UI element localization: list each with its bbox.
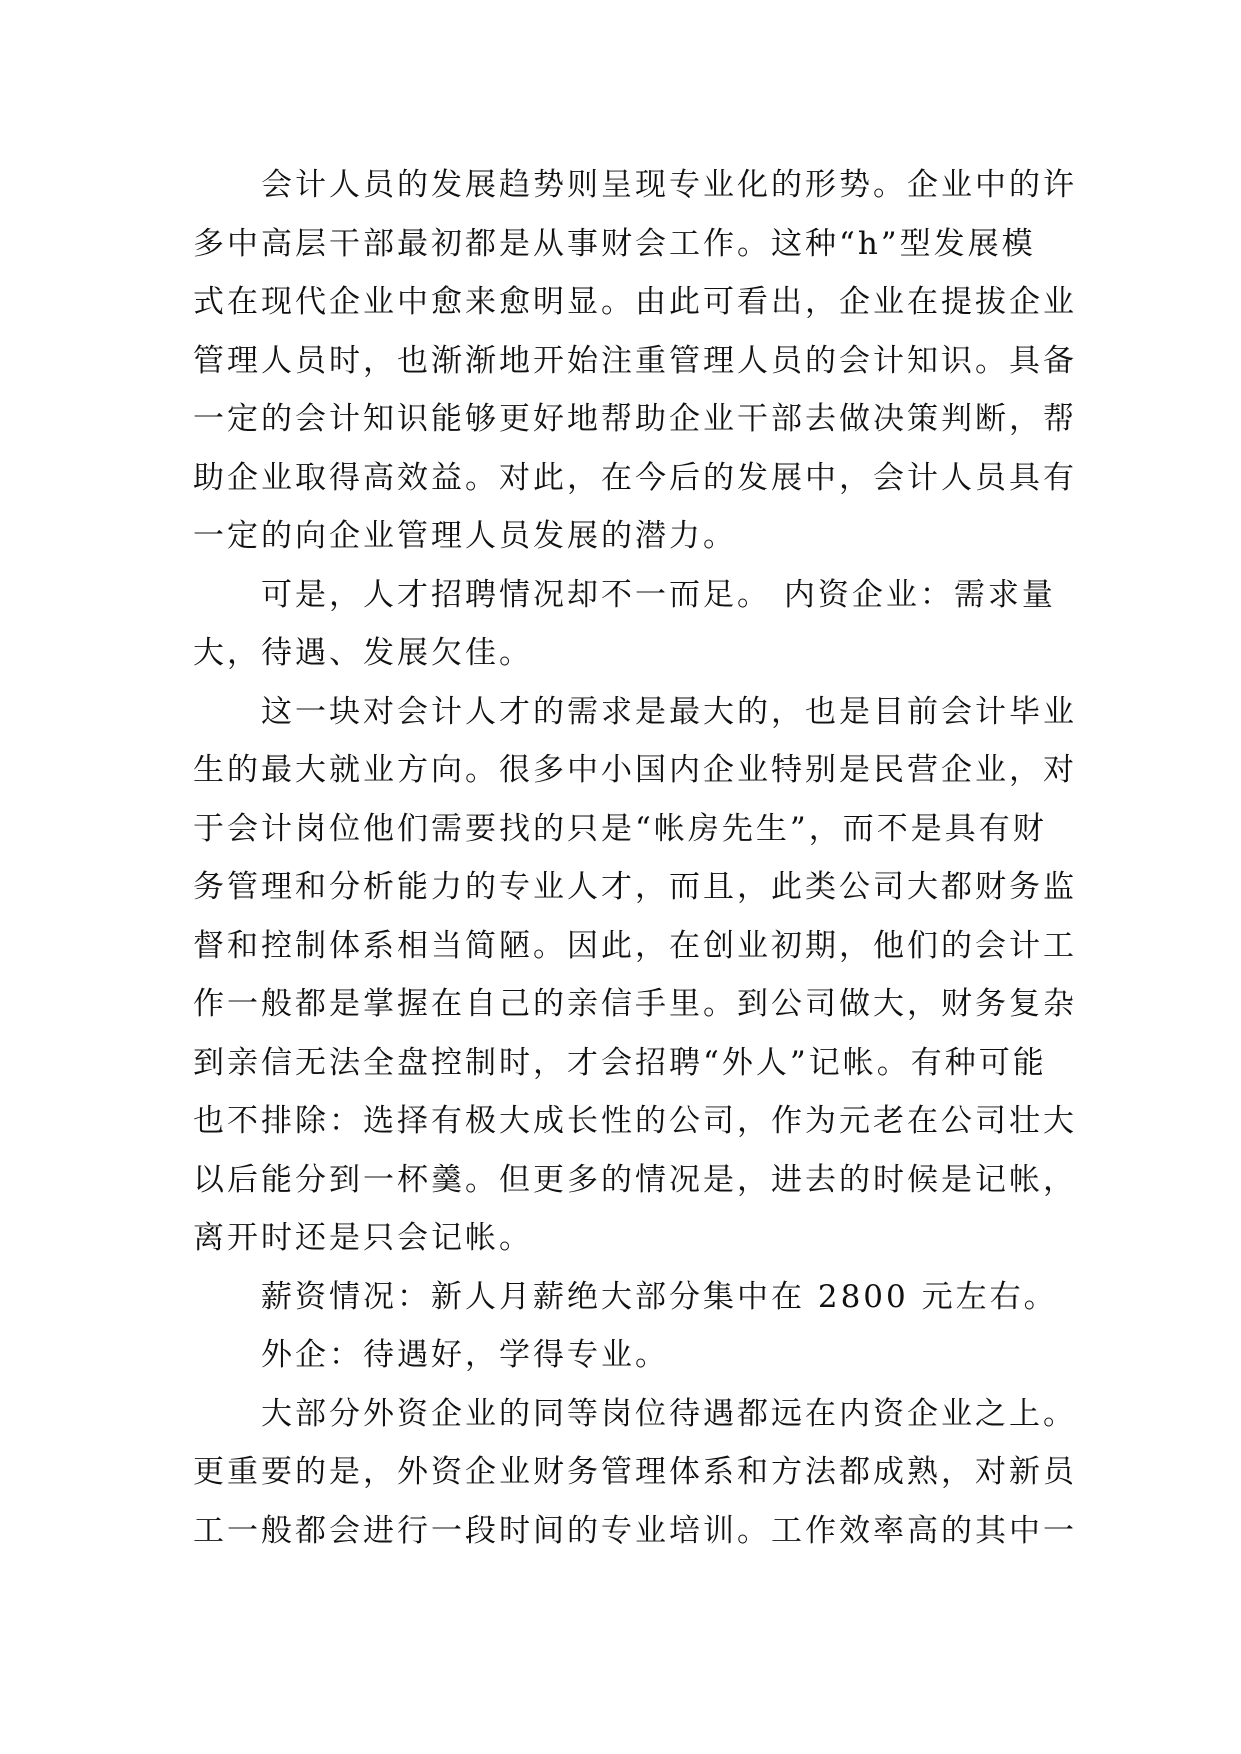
text-line: 作一般都是掌握在自己的亲信手里。到公司做大，财务复杂 xyxy=(193,986,1077,1022)
body-text xyxy=(193,156,1077,1560)
text-line: 大部分外资企业的同等岗位待遇都远在内资企业之上。 xyxy=(261,1395,1077,1432)
text-line: 外企：待遇好，学得专业。 xyxy=(261,1337,669,1373)
text-line: 一定的会计知识能够更好地帮助企业干部去做决策判断，帮 xyxy=(193,401,1077,437)
text-line: 会计人员的发展趋势则呈现专业化的形势。企业中的许 xyxy=(261,167,1077,203)
text-line: 一定的向企业管理人员发展的潜力。 xyxy=(193,518,737,554)
text-line: 式在现代企业中愈来愈明显。由此可看出，企业在提拔企业 xyxy=(193,284,1077,320)
text-line: 以后能分到一杯羹。但更多的情况是，进去的时候是记帐， xyxy=(193,1161,1077,1198)
text-line: 多中高层干部最初都是从事财会工作。这种“h”型发展模 xyxy=(193,225,1036,262)
text-line: 生的最大就业方向。很多中小国内企业特别是民营企业，对 xyxy=(193,752,1077,788)
text-line: 离开时还是只会记帐。 xyxy=(193,1220,533,1256)
text-line: 这一块对会计人才的需求是最大的，也是目前会计毕业 xyxy=(261,693,1077,730)
text-line: 于会计岗位他们需要找的只是“帐房先生”，而不是具有财 xyxy=(193,810,1047,847)
text-line: 薪资情况：新人月薪绝大部分集中在 2800 元左右。 xyxy=(261,1278,1058,1315)
text-line: 助企业取得高效益。对此，在今后的发展中，会计人员具有 xyxy=(193,459,1077,496)
text-line: 更重要的是，外资企业财务管理体系和方法都成熟，对新员 xyxy=(193,1454,1077,1490)
text-line: 工一般都会进行一段时间的专业培训。工作效率高的其中一 xyxy=(193,1512,1077,1549)
text-line: 督和控制体系相当简陋。因此，在创业初期，他们的会计工 xyxy=(193,927,1077,964)
text-line: 到亲信无法全盘控制时，才会招聘“外人”记帐。有种可能 xyxy=(193,1044,1047,1081)
text-line: 也不排除：选择有极大成长性的公司，作为元老在公司壮大 xyxy=(193,1103,1077,1139)
text-line: 务管理和分析能力的专业人才，而且，此类公司大都财务监 xyxy=(193,869,1077,905)
text-line: 大，待遇、发展欠佳。 xyxy=(193,635,533,671)
text-line: 可是，人才招聘情况却不一而足。 内资企业：需求量 xyxy=(261,576,1056,613)
text-line: 管理人员时，也渐渐地开始注重管理人员的会计知识。具备 xyxy=(193,342,1077,379)
